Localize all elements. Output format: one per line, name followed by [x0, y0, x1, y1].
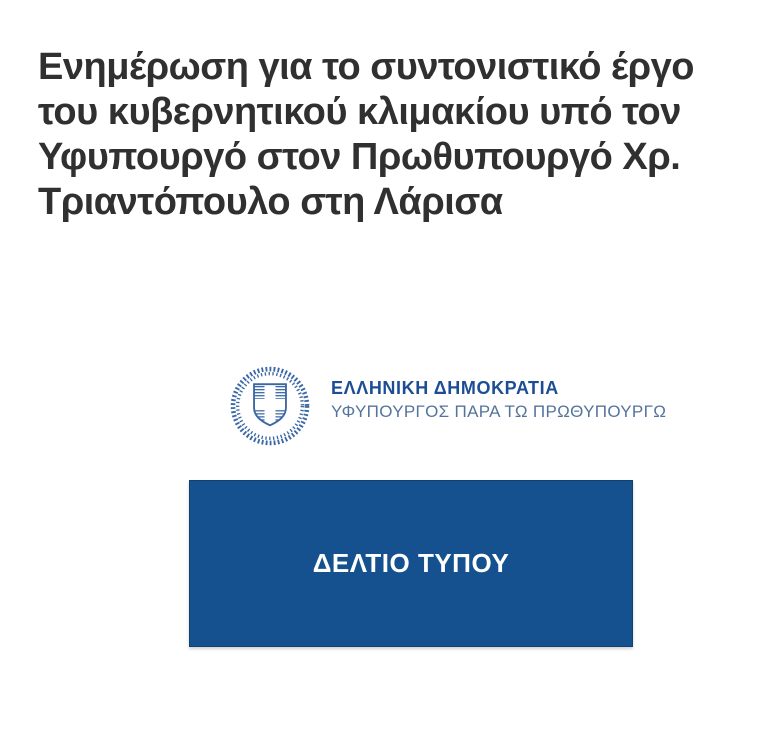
page-title-line: του κυβερνητικού κλιμακίου υπό τον [38, 91, 681, 133]
press-release-banner-label: ΔΕΛΤΙΟ ΤΥΠΟΥ [312, 548, 510, 578]
letterhead-office: ΥΦΥΠΟΥΡΓΟΣ ΠΑΡΑ ΤΩ ΠΡΩΘΥΠΟΥΡΓΩ [331, 402, 667, 421]
page-title [38, 45, 694, 225]
page-title-line: Ενημέρωση για το συντονιστικό έργο [38, 46, 694, 88]
press-release-banner [189, 480, 633, 647]
page-title-line: Τριαντόπουλο στη Λάρισα [38, 181, 503, 223]
greek-coat-of-arms-icon [228, 364, 312, 448]
letterhead-organization: ΕΛΛΗΝΙΚΗ ΔΗΜΟΚΡΑΤΙΑ [331, 378, 559, 398]
letterhead-text [331, 378, 666, 422]
government-letterhead [228, 364, 666, 448]
page-title-line: Υφυπουργό στον Πρωθυπουργό Χρ. [38, 136, 681, 178]
